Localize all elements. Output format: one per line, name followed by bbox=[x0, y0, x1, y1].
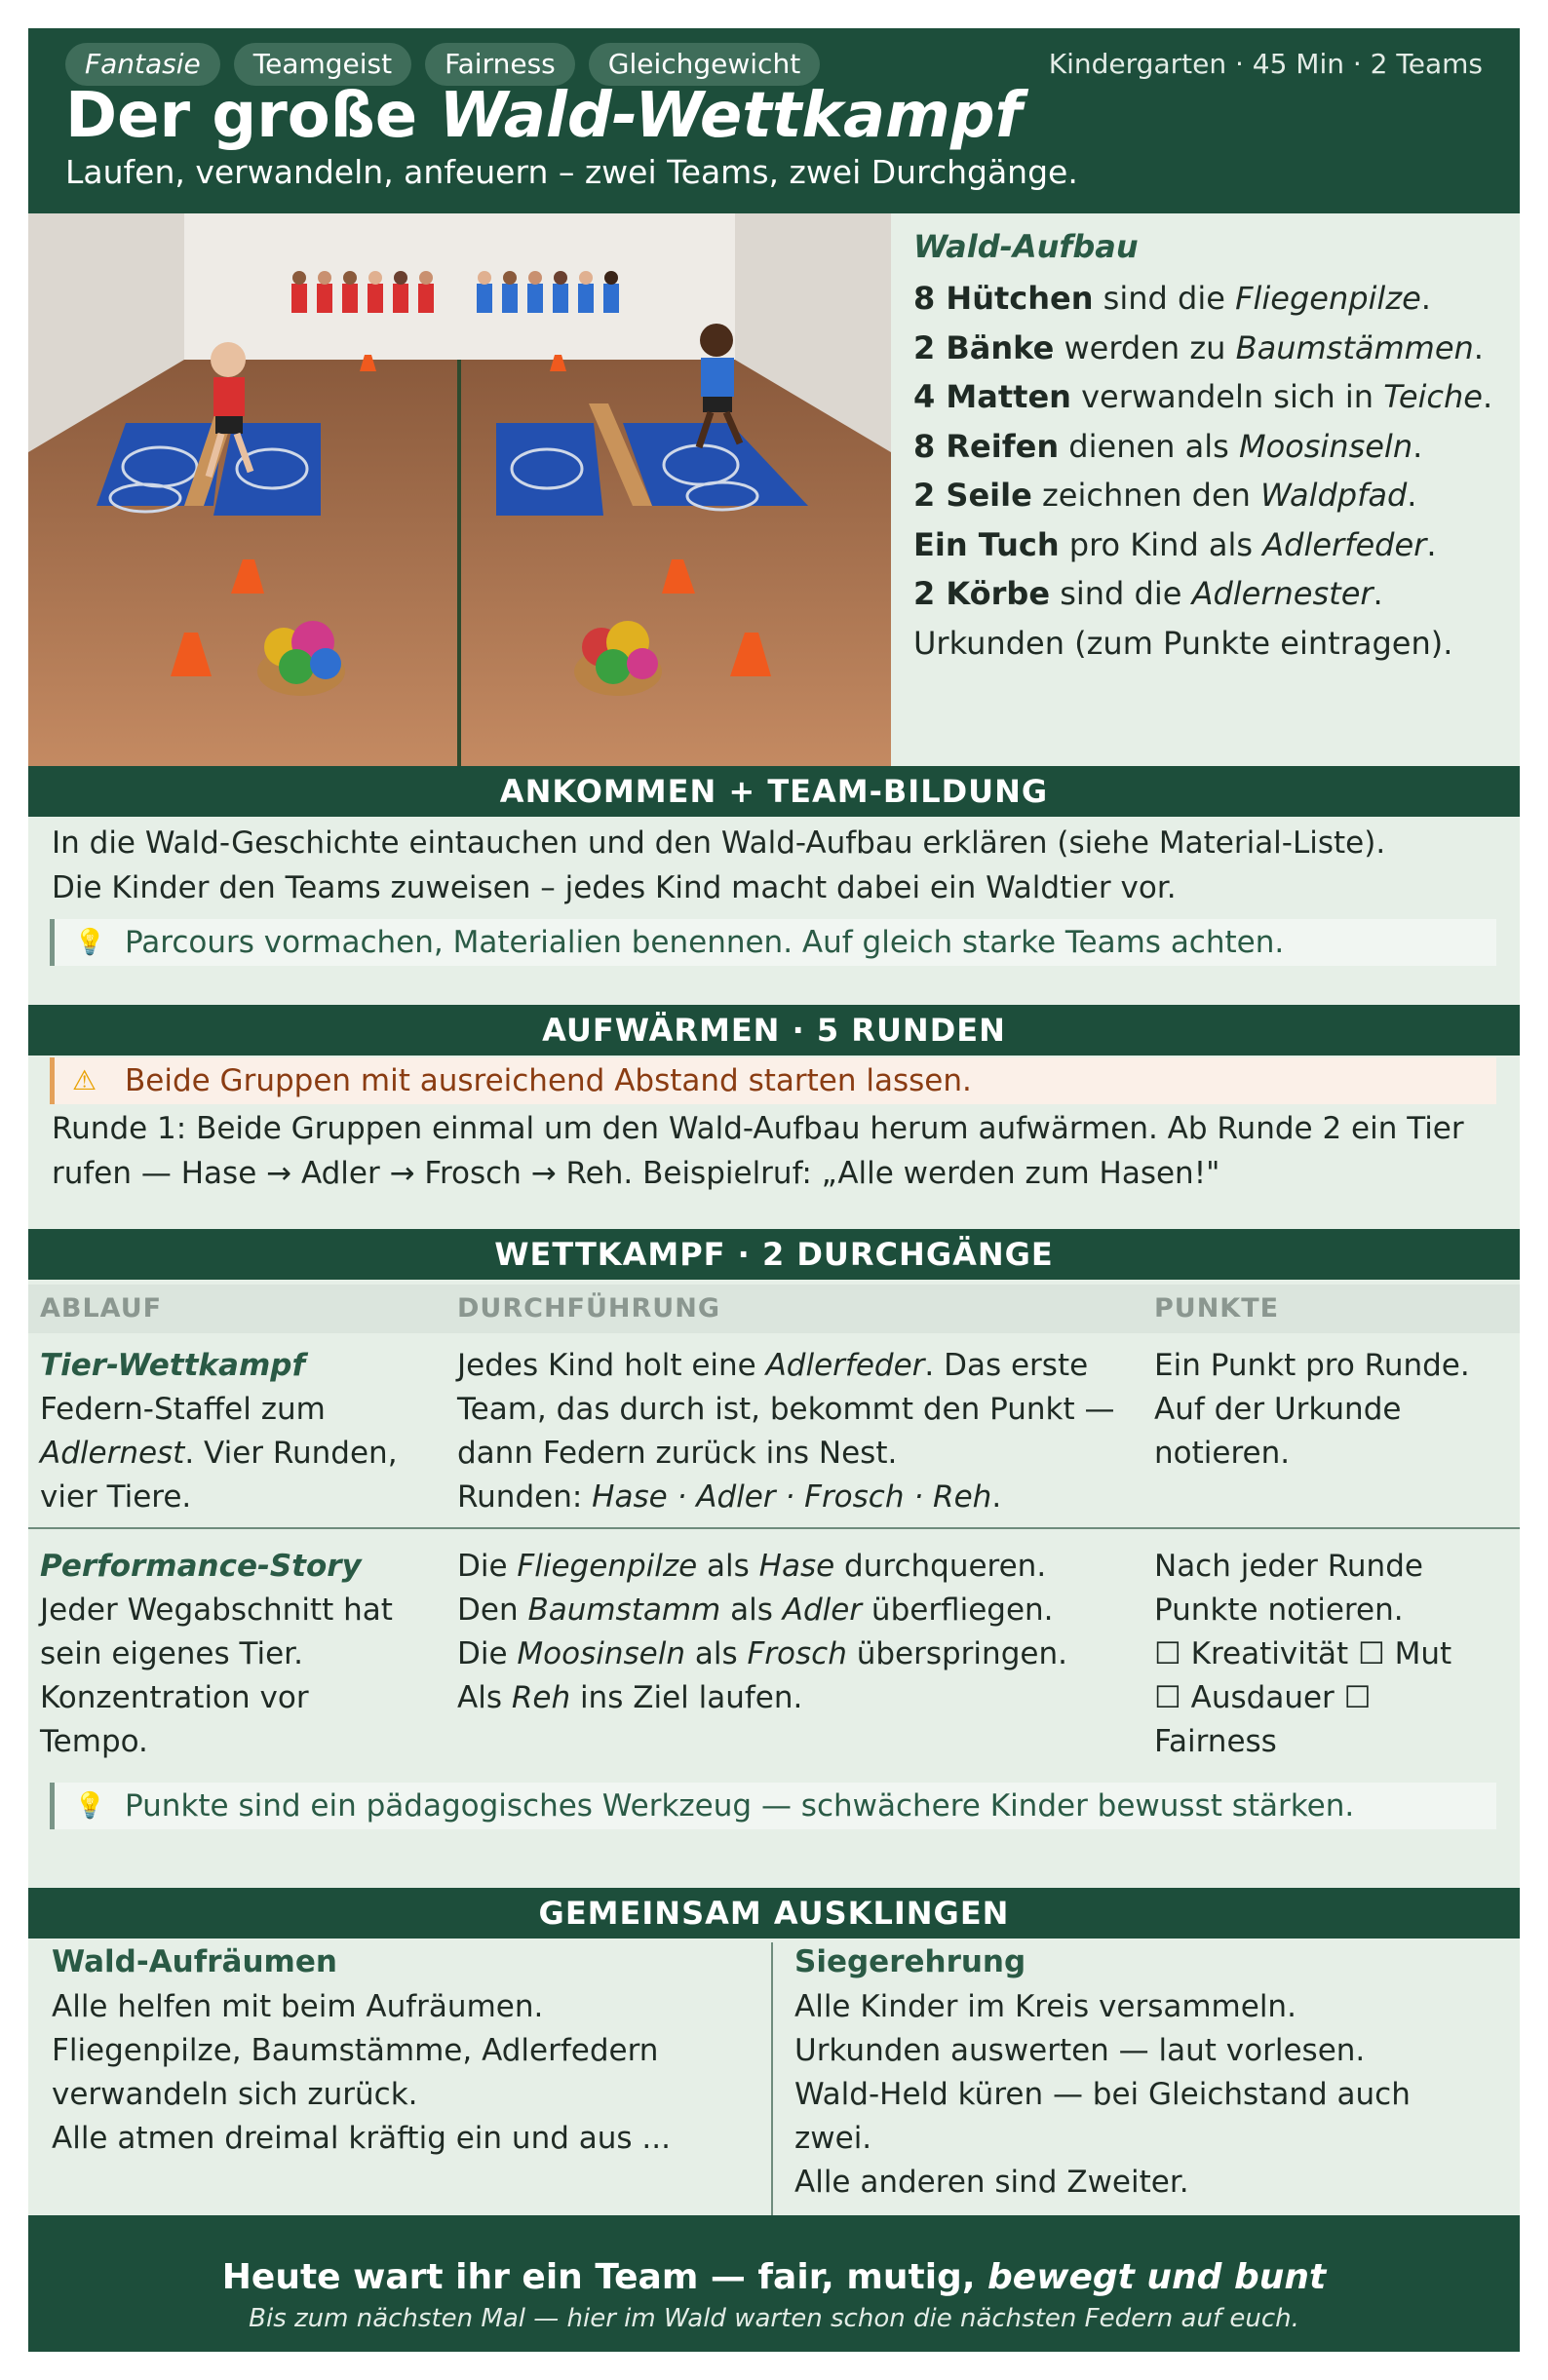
aufraeumen-text bbox=[52, 1985, 763, 2161]
warning-text: Beide Gruppen mit ausreichend Abstand starten lassen. bbox=[125, 1063, 972, 1098]
checkbox-line: ☐ Kreativität ☐ Mut bbox=[1154, 1636, 1452, 1671]
footer bbox=[28, 2215, 1520, 2352]
page-title bbox=[65, 77, 1023, 155]
aufwaermen-text bbox=[52, 1106, 1494, 1196]
cell-line: Jedes Kind holt eine Adlerfeder. Das erste bbox=[457, 1348, 1089, 1383]
row-title: Performance-Story bbox=[40, 1549, 362, 1584]
gym-illustration bbox=[28, 213, 891, 766]
cell-line: Federn-Staffel zum bbox=[40, 1392, 326, 1427]
tip-text: Parcours vormachen, Materialien benennen. Auf gleich starke Teams achten. bbox=[125, 925, 1285, 960]
column-divider bbox=[771, 1942, 773, 2215]
material-item: 8 Reifen dienen als Moosinseln. bbox=[913, 427, 1423, 465]
section-header-aufwaermen: AUFWÄRMEN · 5 RUNDEN bbox=[28, 1005, 1520, 1056]
cell-line: zwei. bbox=[794, 2121, 872, 2156]
section-header-ankommen: ANKOMMEN + TEAM-BILDUNG bbox=[28, 766, 1520, 817]
cell-line: Runden: Hase · Adler · Frosch · Reh. bbox=[457, 1479, 1002, 1515]
column-header-ablauf: ABLAUF bbox=[40, 1293, 163, 1324]
cell-line: Den Baumstamm als Adler überfliegen. bbox=[457, 1593, 1054, 1628]
title-plain: Der große bbox=[65, 80, 440, 152]
tip-box bbox=[50, 919, 1496, 966]
table-cell-ablauf bbox=[40, 1545, 449, 1764]
cell-line: Fliegenpilze, Baumstämme, Adlerfedern bbox=[52, 2033, 659, 2068]
material-item: 4 Matten verwandeln sich in Teiche. bbox=[913, 378, 1493, 415]
cell-line: vier Tiere. bbox=[40, 1479, 192, 1515]
cell-line: notieren. bbox=[1154, 1436, 1291, 1471]
table-cell-ablauf bbox=[40, 1344, 449, 1519]
lesson-card bbox=[28, 28, 1520, 2352]
cell-line: Team, das durch ist, bekommt den Punkt — bbox=[457, 1392, 1115, 1427]
material-item: Ein Tuch pro Kind als Adlerfeder. bbox=[913, 525, 1437, 563]
material-item: Urkunden (zum Punkte eintragen). bbox=[913, 624, 1453, 662]
cell-line: sein eigenes Tier. bbox=[40, 1636, 303, 1671]
tip-box bbox=[50, 1783, 1496, 1829]
tip-text: Punkte sind ein pädagogisches Werkzeug — schwächere Kinder bewusst stärken. bbox=[125, 1788, 1355, 1823]
material-item: 2 Seile zeichnen den Waldpfad. bbox=[913, 477, 1417, 514]
cell-line: Auf der Urkunde bbox=[1154, 1392, 1402, 1427]
cell-line: dann Federn zurück ins Nest. bbox=[457, 1436, 898, 1471]
header bbox=[28, 28, 1520, 213]
aufwaermen-line: rufen — Hase → Adler → Frosch → Reh. Beispielruf: „Alle werden zum Hasen!" bbox=[52, 1156, 1220, 1191]
siegerehrung-text bbox=[794, 1985, 1506, 2205]
ankommen-text bbox=[52, 821, 1494, 910]
tag-fairness[interactable]: Fairness bbox=[425, 43, 575, 86]
cell-line: Ein Punkt pro Runde. bbox=[1154, 1348, 1470, 1383]
table-cell-punkte bbox=[1154, 1344, 1515, 1476]
table-header bbox=[28, 1285, 1520, 1333]
footer-headline-plain: Heute wart ihr ein Team — fair, mutig, bbox=[221, 2257, 988, 2297]
cell-line: Jeder Wegabschnitt hat bbox=[40, 1593, 393, 1628]
cell-line: Wald-Held küren — bei Gleichstand auch bbox=[794, 2077, 1411, 2112]
material-list bbox=[913, 225, 1508, 668]
page-subtitle: Laufen, verwandeln, anfeuern – zwei Teams, zwei Durchgänge. bbox=[65, 153, 1078, 191]
warning-icon: ⚠ bbox=[72, 1064, 97, 1096]
title-italic: Wald-Wettkampf bbox=[439, 80, 1023, 152]
table-cell-durchfuehrung bbox=[457, 1344, 1144, 1519]
column-title-siegerehrung: Siegerehrung bbox=[794, 1944, 1026, 1979]
tag-fantasie[interactable]: Fantasie bbox=[65, 43, 220, 86]
section-header-ausklingen: GEMEINSAM AUSKLINGEN bbox=[28, 1888, 1520, 1939]
lesson-meta: Kindergarten · 45 Min · 2 Teams bbox=[1048, 48, 1483, 80]
material-item: 2 Bänke werden zu Baumstämmen. bbox=[913, 328, 1484, 366]
cell-line: Urkunden auswerten — laut vorlesen. bbox=[794, 2033, 1366, 2068]
tag-teamgeist[interactable]: Teamgeist bbox=[234, 43, 411, 86]
footer-headline-italic: bewegt und bunt bbox=[987, 2257, 1327, 2297]
footer-headline bbox=[28, 2254, 1520, 2301]
ankommen-line: Die Kinder den Teams zuweisen – jedes Kind macht dabei ein Waldtier vor. bbox=[52, 870, 1177, 905]
material-item: 8 Hütchen sind die Fliegenpilze. bbox=[913, 280, 1431, 317]
section-header-wettkampf: WETTKAMPF · 2 DURCHGÄNGE bbox=[28, 1229, 1520, 1280]
ankommen-line: In die Wald-Geschichte eintauchen und den Wald-Aufbau erklären (siehe Material-Liste). bbox=[52, 825, 1386, 861]
cell-line: Als Reh ins Ziel laufen. bbox=[457, 1680, 803, 1715]
lightbulb-icon: 💡 bbox=[74, 928, 106, 957]
cell-line: Alle anderen sind Zweiter. bbox=[794, 2165, 1189, 2200]
material-item: 2 Körbe sind die Adlernester. bbox=[913, 575, 1383, 612]
cell-line: Konzentration vor bbox=[40, 1680, 309, 1715]
cell-line: Alle helfen mit beim Aufräumen. bbox=[52, 1989, 544, 2024]
footer-subline: Bis zum nächsten Mal — hier im Wald warten schon die nächsten Federn auf euch. bbox=[249, 2304, 1299, 2333]
cell-line: Die Fliegenpilze als Hase durchqueren. bbox=[457, 1549, 1047, 1584]
column-title-aufraeumen: Wald-Aufräumen bbox=[52, 1944, 337, 1979]
row-divider bbox=[28, 1527, 1520, 1529]
cell-line: Nach jeder Runde bbox=[1154, 1549, 1423, 1584]
cell-line: Alle Kinder im Kreis versammeln. bbox=[794, 1989, 1296, 2024]
cell-line: Fairness bbox=[1154, 1724, 1277, 1759]
cell-line: Adlernest. Vier Runden, bbox=[40, 1436, 398, 1471]
aufwaermen-line: Runde 1: Beide Gruppen einmal um den Wald-Aufbau herum aufwärmen. Ab Runde 2 ein Tier bbox=[52, 1111, 1464, 1146]
cell-line: verwandeln sich zurück. bbox=[52, 2077, 418, 2112]
warning-box bbox=[50, 1057, 1496, 1104]
material-title: Wald-Aufbau bbox=[913, 228, 1139, 265]
lightbulb-icon: 💡 bbox=[74, 1791, 106, 1821]
checkbox-line: ☐ Ausdauer ☐ bbox=[1154, 1680, 1372, 1715]
column-header-durchfuehrung: DURCHFÜHRUNG bbox=[457, 1293, 720, 1324]
cell-line: Tempo. bbox=[40, 1724, 148, 1759]
table-cell-punkte bbox=[1154, 1545, 1515, 1764]
table-cell-durchfuehrung bbox=[457, 1545, 1144, 1720]
column-header-punkte: PUNKTE bbox=[1154, 1293, 1280, 1324]
gym-photo bbox=[28, 213, 891, 766]
row-title: Tier-Wettkampf bbox=[40, 1348, 305, 1383]
cell-line: Die Moosinseln als Frosch überspringen. bbox=[457, 1636, 1067, 1671]
tag-gleichgewicht[interactable]: Gleichgewicht bbox=[589, 43, 820, 86]
cell-line: Punkte notieren. bbox=[1154, 1593, 1404, 1628]
cell-line: Alle atmen dreimal kräftig ein und aus ... bbox=[52, 2121, 671, 2156]
